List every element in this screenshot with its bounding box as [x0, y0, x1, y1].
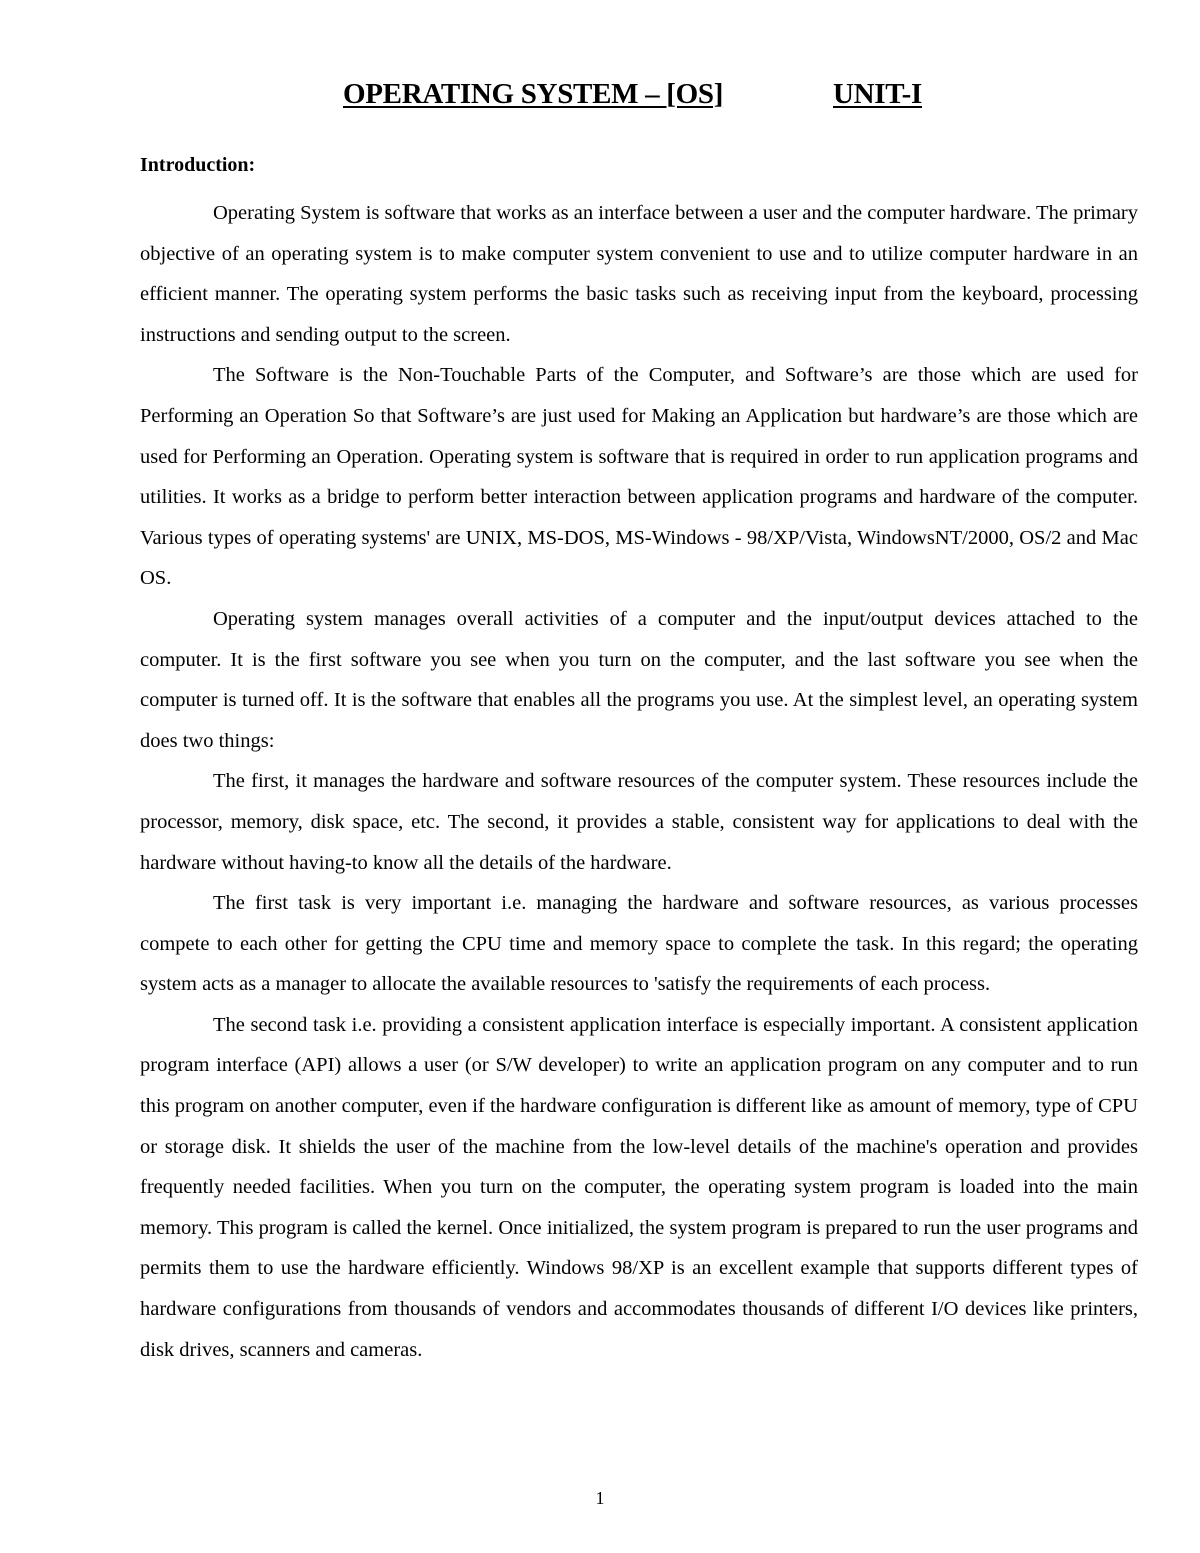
- title-unit: UNIT-I: [833, 78, 922, 110]
- body-text: [140, 193, 1138, 1370]
- page-number: 1: [595, 1488, 605, 1508]
- paragraph-3: Operating system manages overall activities of a computer and the input/output devices attached to the computer. It is the first software you see when you turn on the computer, and the last software you see when the computer is turned off. It is the software that enables all the programs you use. At the simplest level, an operating system does two things:: [140, 607, 1138, 752]
- title-subject: OPERATING SYSTEM – [OS]: [343, 78, 724, 110]
- section-heading: Introduction:: [140, 154, 256, 176]
- paragraph-6: The second task i.e. providing a consistent application interface is especially important. A consistent application program interface (API) allows a user (or S/W developer) to write an application program on any computer and to run this program on another computer, even if the hardware configuration is different like as amount of memory, type of CPU or storage disk. It shields the user of the machine from the low-level details of the machine's operation and provides frequently needed facilities. When you turn on the computer, the operating system program is loaded into the main memory. This program is called the kernel. Once initialized, the system program is prepared to run the user programs and permits them to use the hardware efficiently. Windows 98/XP is an excellent example that supports different types of hardware configurations from thousands of vendors and accommodates thousands of different I/O devices like printers, disk drives, scanners and cameras.: [140, 1013, 1138, 1361]
- page-title: [0, 78, 1200, 118]
- paragraph-2: The Software is the Non-Touchable Parts of the Computer, and Software’s are those which are used for Performing an Operation So that Software’s are just used for Making an Application but hardware’s are those which are used for Performing an Operation. Operating system is software that is required in order to run application programs and utilities. It works as a bridge to perform better interaction between application programs and hardware of the computer. Various types of operating systems' are UNIX, MS-DOS, MS-Windows - 98/XP/Vista, WindowsNT/2000, OS/2 and Mac OS.: [140, 364, 1138, 590]
- paragraph-1: Operating System is software that works as an interface between a user and the computer hardware. The primary objective of an operating system is to make computer system convenient to use and to utilize computer hardware in an efficient manner. The operating system performs the basic tasks such as receiving input from the keyboard, processing instructions and sending output to the screen.: [140, 202, 1138, 346]
- paragraph-5: The first task is very important i.e. managing the hardware and software resources, as various processes compete to each other for getting the CPU time and memory space to complete the task. In this regard; the operating system acts as a manager to allocate the available resources to 'satisfy the requirements of each process.: [140, 892, 1138, 996]
- paragraph-4: The first, it manages the hardware and software resources of the computer system. These resources include the processor, memory, disk space, etc. The second, it provides a stable, consistent way for applications to deal with the hardware without having-to know all the details of the hardware.: [140, 770, 1138, 874]
